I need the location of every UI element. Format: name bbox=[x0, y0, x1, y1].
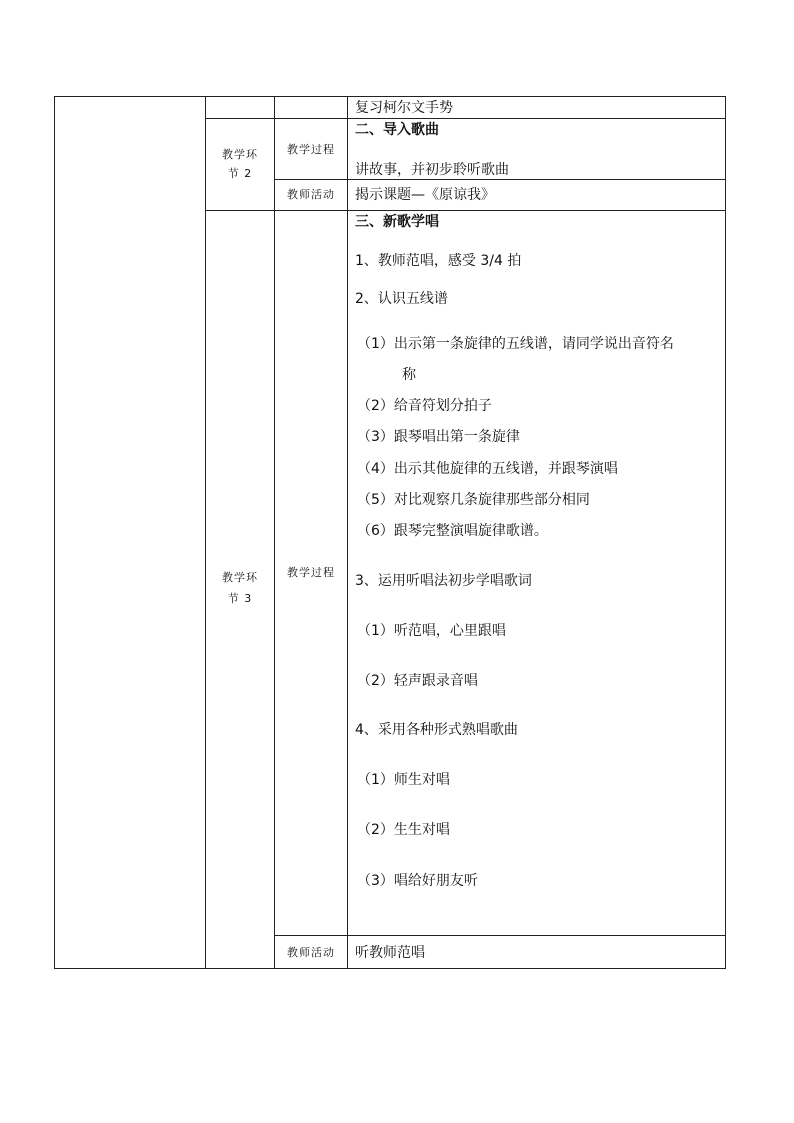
list-item: （2）生生对唱 bbox=[357, 822, 450, 838]
stage3-activity-content: 听教师范唱 bbox=[355, 945, 425, 961]
list-item: （6）跟琴完整演唱旋律歌谱。 bbox=[357, 523, 548, 539]
column-line bbox=[54, 96, 55, 969]
stage2-title: 二、导入歌曲 bbox=[355, 122, 439, 138]
stage2-activity-label: 教师活动 bbox=[287, 188, 335, 201]
column-line bbox=[274, 96, 275, 969]
row-line bbox=[205, 118, 726, 119]
column-line bbox=[725, 96, 726, 969]
list-item: （5）对比观察几条旋律那些部分相同 bbox=[357, 492, 590, 508]
list-item: 4、采用各种形式熟唱歌曲 bbox=[355, 722, 518, 738]
list-item: 2、认识五线谱 bbox=[355, 291, 448, 307]
list-item: （3）跟琴唱出第一条旋律 bbox=[357, 429, 520, 445]
column-line bbox=[205, 96, 206, 969]
stage2-label-line2: 节 2 bbox=[227, 167, 253, 180]
list-item: （2）给音符划分拍子 bbox=[357, 398, 492, 414]
stage2-label-line1: 教学环 bbox=[222, 148, 258, 161]
row-line bbox=[274, 935, 726, 936]
row-line bbox=[54, 96, 726, 97]
row-line bbox=[205, 210, 726, 211]
list-item: 称 bbox=[402, 367, 416, 383]
list-item: （1）听范唱，心里跟唱 bbox=[357, 623, 506, 639]
stage3-title: 三、新歌学唱 bbox=[355, 214, 439, 230]
list-item: （4）出示其他旋律的五线谱，并跟琴演唱 bbox=[357, 461, 618, 477]
stage2-content: 讲故事，并初步聆听歌曲 bbox=[355, 162, 509, 178]
column-line bbox=[347, 96, 348, 969]
stage3-label-line1: 教学环 bbox=[222, 571, 258, 584]
list-item: （1）师生对唱 bbox=[357, 772, 450, 788]
list-item: （1）出示第一条旋律的五线谱，请同学说出音符名 bbox=[357, 336, 674, 352]
stage3-label-line2: 节 3 bbox=[227, 592, 253, 605]
list-item: （2）轻声跟录音唱 bbox=[357, 673, 478, 689]
row-line bbox=[274, 179, 726, 180]
list-item: 1、教师范唱，感受 3/4 拍 bbox=[355, 253, 522, 269]
stage2-activity-content: 揭示课题—《原谅我》 bbox=[355, 187, 495, 203]
stage3-process-label: 教学过程 bbox=[287, 566, 335, 579]
row-line bbox=[54, 968, 726, 969]
list-item: 3、运用听唱法初步学唱歌词 bbox=[355, 573, 532, 589]
list-item: （3）唱给好朋友听 bbox=[357, 873, 478, 889]
review-text: 复习柯尔文手势 bbox=[355, 100, 453, 116]
stage2-process-label: 教学过程 bbox=[287, 143, 335, 156]
stage3-activity-label: 教师活动 bbox=[287, 946, 335, 959]
